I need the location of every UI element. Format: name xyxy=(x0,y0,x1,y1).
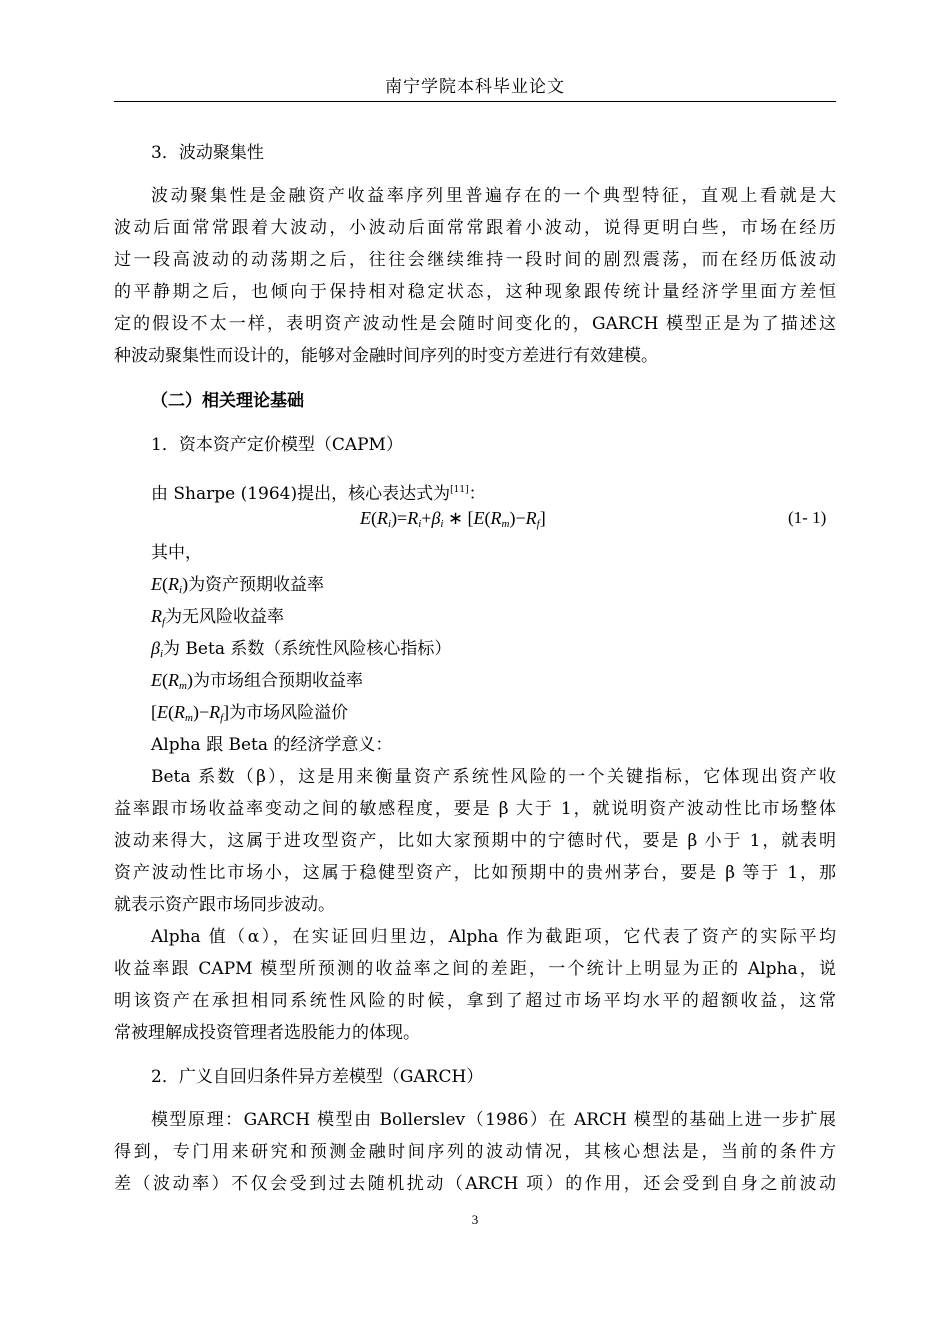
paragraph-line: 差（波动率）不仅会受到过去随机扰动（ARCH 项）的作用，还会受到自身之前波动 xyxy=(114,1174,836,1194)
paragraph-line: 过一段高波动的动荡期之后，往往会继续维持一段时间的剧烈震荡，而在经历低波动 xyxy=(114,250,836,270)
definition-line xyxy=(151,670,836,696)
paragraph-line: 模型原理：GARCH 模型由 Bollerslev（1986）在 ARCH 模型的基础上进一步扩展 xyxy=(151,1110,836,1130)
section-heading: 2．广义自回归条件异方差模型（GARCH） xyxy=(151,1067,484,1087)
definition-line xyxy=(151,702,836,728)
definition-text: 为资产预期收益率 xyxy=(188,575,325,595)
intro-colon: ： xyxy=(468,484,486,504)
where-label: 其中， xyxy=(151,543,202,563)
paragraph-line: 定的假设不太一样，表明资产波动性是会随时间变化的，GARCH 模型正是为了描述这 xyxy=(114,314,836,334)
section-heading: 3．波动聚集性 xyxy=(151,143,264,163)
paragraph-line: 就表示资产跟市场同步波动。 xyxy=(114,895,335,915)
definition-text: 为无风险收益率 xyxy=(165,607,285,627)
capm-formula: $E(R_i)=R_i+\beta_i$ ∗ $[E(R_m)-R_f]$ xyxy=(360,508,546,530)
equation-number: (1- 1) xyxy=(788,508,827,527)
formula-symbol: $\beta_i$ xyxy=(151,638,164,660)
paragraph-line: Alpha 值（α），在实证回归里边，Alpha 作为截距项，它代表了资产的实际平均 xyxy=(151,927,836,947)
subsection-heading: （二）相关理论基础 xyxy=(151,391,304,411)
definition-line xyxy=(151,574,836,600)
paragraph-line: 收益率跟 CAPM 模型所预测的收益率之间的差距，一个统计上明显为正的 Alpha，说 xyxy=(114,959,836,979)
paragraph-line: 波动后面常常跟着大波动，小波动后面常常跟着小波动，说得更明白些，市场在经历 xyxy=(114,218,836,238)
definition-text: 为 Beta 系数（系统性风险核心指标） xyxy=(163,639,452,659)
header-rule xyxy=(114,101,836,102)
paragraph-line: 得到，专门用来研究和预测金融时间序列的波动情况，其核心想法是，当前的条件方 xyxy=(114,1142,836,1162)
paragraph-line: 种波动聚集性而设计的，能够对金融时间序列的时变方差进行有效建模。 xyxy=(114,346,658,366)
page-number: 3 xyxy=(471,1212,479,1227)
running-header: 南宁学院本科毕业论文 xyxy=(385,77,565,97)
citation: [11] xyxy=(450,485,469,495)
definition-text: 为市场风险溢价 xyxy=(229,703,349,723)
formula-symbol: $E(R_i)$ xyxy=(151,574,189,596)
formula-symbol: $E(R_m)$ xyxy=(151,670,193,692)
meaning-title: Alpha 跟 Beta 的经济学意义： xyxy=(151,735,393,755)
paragraph-line: 波动聚集性是金融资产收益率序列里普遍存在的一个典型特征，直观上看就是大 xyxy=(151,186,836,206)
paragraph-line: 明该资产在承担相同系统性风险的时候，拿到了超过市场平均水平的超额收益，这常 xyxy=(114,991,836,1011)
intro-text: 由 Sharpe (1964)提出，核心表达式为 xyxy=(151,484,451,504)
definition-line xyxy=(151,606,836,632)
definition-text: 为市场组合预期收益率 xyxy=(192,671,363,691)
paragraph-line: 资产波动性比市场小，这属于稳健型资产，比如预期中的贵州茅台，要是 β 等于 1，那 xyxy=(114,863,836,883)
formula-symbol: $[E(R_m)-R_f]$ xyxy=(151,702,230,724)
paragraph-line: Beta 系数（β），这是用来衡量资产系统性风险的一个关键指标，它体现出资产收 xyxy=(151,767,836,787)
paragraph-line: 波动来得大，这属于进攻型资产，比如大家预期中的宁德时代，要是 β 小于 1，就表明 xyxy=(114,831,836,851)
formula-symbol: $R_f$ xyxy=(151,606,166,628)
paragraph-line: 益率跟市场收益率变动之间的敏感程度，要是 β 大于 1，就说明资产波动性比市场整体 xyxy=(114,799,836,819)
formula-intro xyxy=(151,480,836,504)
definition-line xyxy=(151,638,836,664)
paragraph-line: 的平静期之后，也倾向于保持相对稳定状态，这种现象跟传统计量经济学里面方差恒 xyxy=(114,282,836,302)
section-heading: 1．资本资产定价模型（CAPM） xyxy=(151,435,403,455)
paragraph-line: 常被理解成投资管理者选股能力的体现。 xyxy=(114,1023,420,1043)
